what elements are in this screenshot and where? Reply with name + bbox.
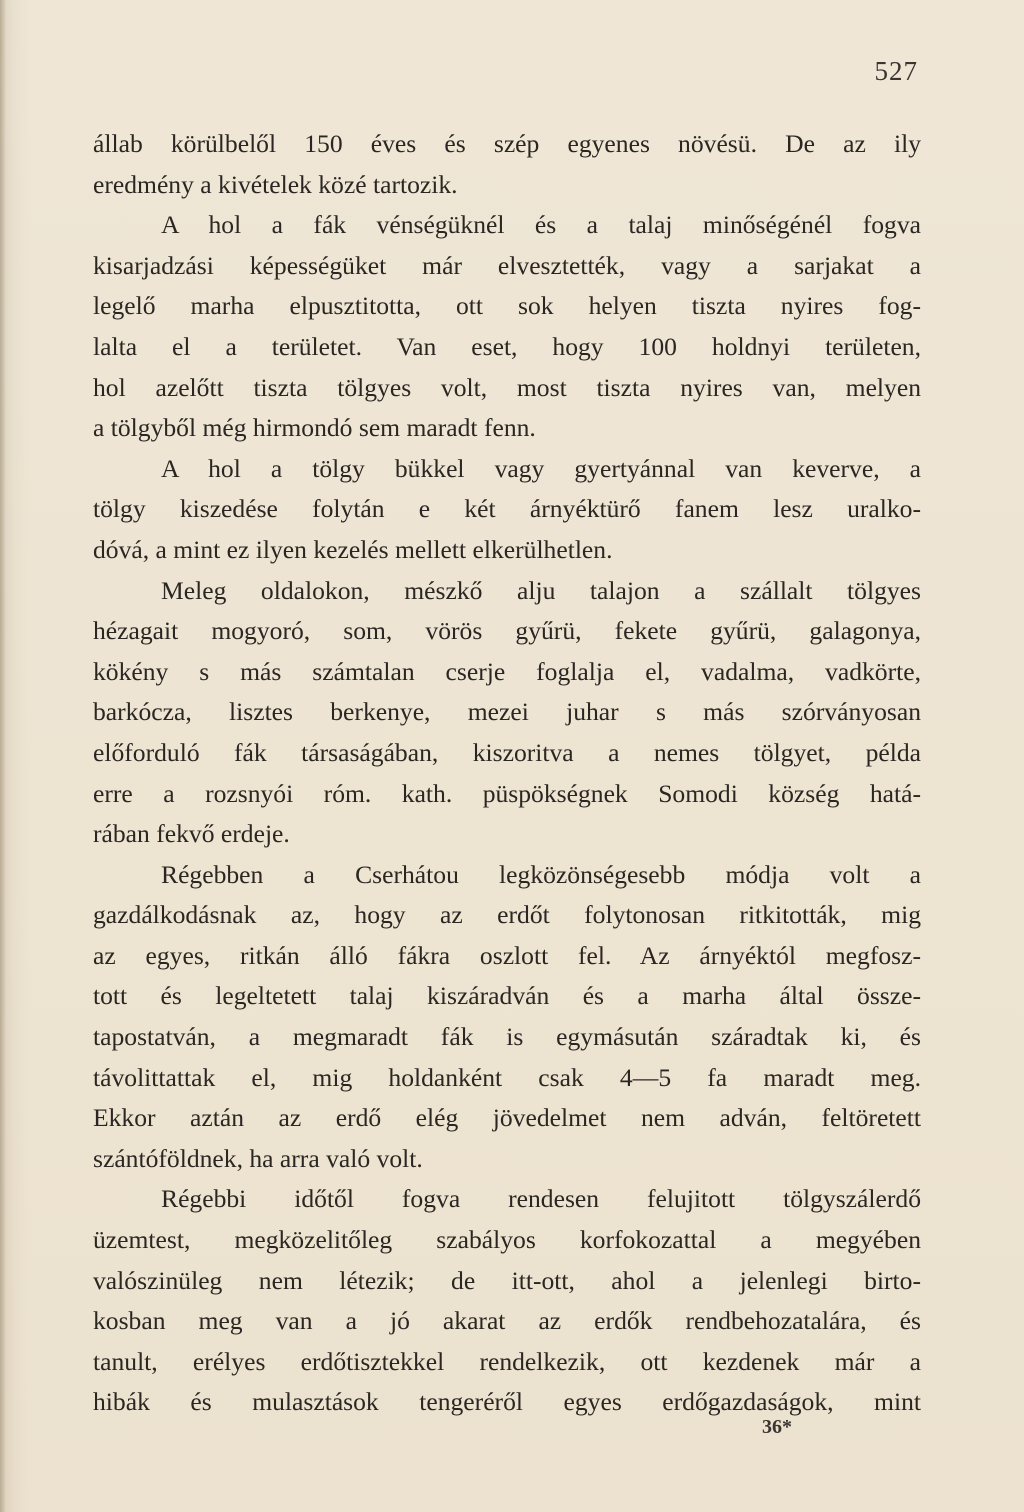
text-line: erre a rozsnyói róm. kath. püspökségnek Somodi község hatá- xyxy=(93,778,921,808)
text-line: valószinüleg nem létezik; de itt-ott, ahol a jelenlegi birto- xyxy=(93,1265,921,1295)
text-line: kosban meg van a jó akarat az erdők rendbehozatalára, és xyxy=(93,1306,921,1336)
text-line: tölgy kiszedése folytán e két árnyéktürő fanem lesz uralko- xyxy=(93,494,921,524)
page-edge-shadow xyxy=(0,0,6,1512)
text-line: rában fekvő erdeje. xyxy=(93,819,290,849)
text-line: az egyes, ritkán álló fákra oszlott fel. Az árnyéktól megfosz- xyxy=(93,940,921,970)
page-number: 527 xyxy=(874,56,918,86)
text-line: legelő marha elpusztitotta, ott sok helyen tiszta nyires fog- xyxy=(93,291,921,321)
text-line: hol azelőtt tiszta tölgyes volt, most tiszta nyires van, melyen xyxy=(93,372,921,402)
text-line: tanult, erélyes erdőtisztekkel rendelkezik, ott kezdenek már a xyxy=(93,1346,921,1376)
text-line: hézagait mogyoró, som, vörös gyűrü, fekete gyűrü, galagonya, xyxy=(93,616,921,646)
text-line: Régebbi időtől fogva rendesen felujitott tölgyszálerdő xyxy=(161,1184,921,1214)
text-line: lalta el a területet. Van eset, hogy 100 holdnyi területen, xyxy=(93,331,921,361)
text-line: A hol a tölgy bükkel vagy gyertyánnal van keverve, a xyxy=(161,453,921,483)
text-line: eredmény a kivételek közé tartozik. xyxy=(93,169,458,199)
text-line: tott és legeltetett talaj kiszáradván és a marha által össze- xyxy=(93,981,921,1011)
text-line: távolittattak el, mig holdanként csak 4—5 fa maradt meg. xyxy=(93,1062,921,1092)
text-line: a tölgyből még hirmondó sem maradt fenn. xyxy=(93,413,536,443)
text-line: hibák és mulasztások tengeréről egyes erdőgazdaságok, mint xyxy=(93,1387,921,1417)
text-line: kökény s más számtalan cserje foglalja el, vadalma, vadkörte, xyxy=(93,656,921,686)
text-line: tapostatván, a megmaradt fák is egymásután száradtak ki, és xyxy=(93,1022,921,1052)
text-line: Ekkor aztán az erdő elég jövedelmet nem adván, feltöretett xyxy=(93,1103,921,1133)
body-text xyxy=(93,124,921,1423)
text-line: szántóföldnek, ha arra való volt. xyxy=(93,1143,423,1173)
text-line: gazdálkodásnak az, hogy az erdőt folytonosan ritkitották, mig xyxy=(93,900,921,930)
text-line: dóvá, a mint ez ilyen kezelés mellett elkerülhetlen. xyxy=(93,534,613,564)
text-line: előforduló fák társaságában, kiszoritva a nemes tölgyet, példa xyxy=(93,737,921,767)
text-line: barkócza, lisztes berkenye, mezei juhar s más szórványosan xyxy=(93,697,921,727)
text-line: Meleg oldalokon, mészkő alju talajon a szállalt tölgyes xyxy=(161,575,921,605)
text-line: állab körülbelől 150 éves és szép egyenes növésü. De az ily xyxy=(93,129,921,158)
text-line: A hol a fák vénségüknél és a talaj minőségénél fogva xyxy=(161,210,921,240)
text-line: üzemtest, megközelitőleg szabályos korfokozattal a megyében xyxy=(93,1225,921,1255)
text-line: Régebben a Cserhátou legközönségesebb módja volt a xyxy=(161,859,921,889)
signature-mark: 36* xyxy=(762,1416,792,1438)
text-line: kisarjadzási képességüket már elvesztették, vagy a sarjakat a xyxy=(93,250,921,280)
